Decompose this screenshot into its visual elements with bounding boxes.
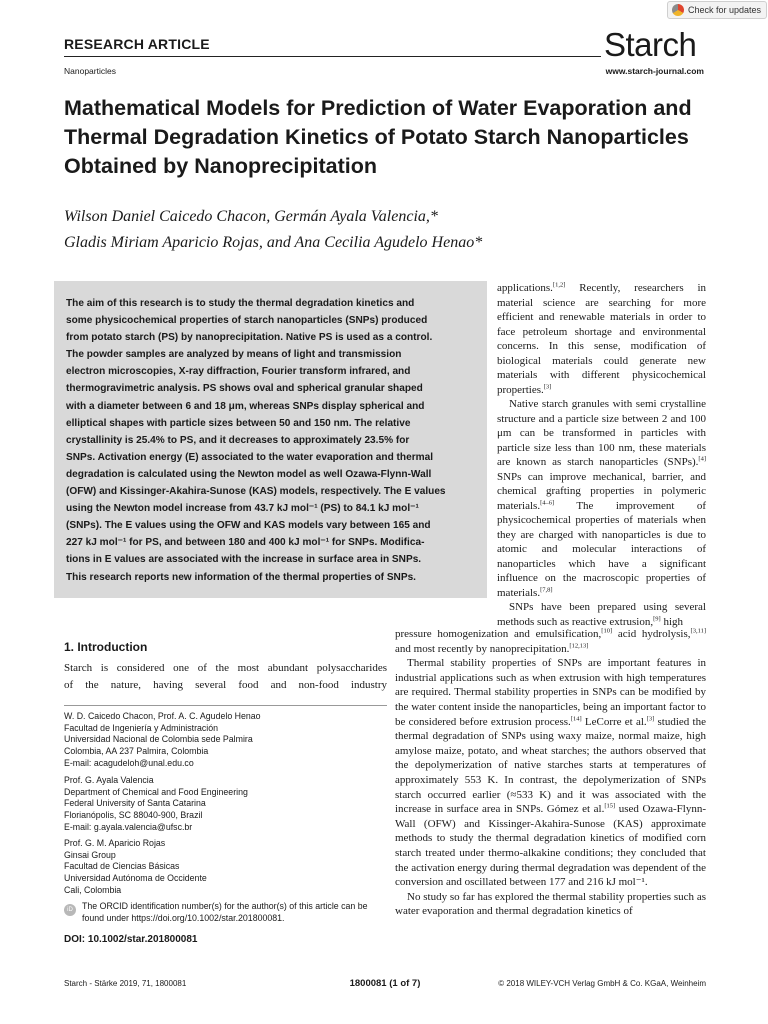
abstract-line: using the Newton model increase from 43.7 kJ mol⁻¹ (PS) to 84.1 kJ mol⁻¹ bbox=[66, 503, 419, 515]
intro-paragraph bbox=[64, 660, 387, 694]
article-title: Mathematical Models for Prediction of Water Evaporation and Thermal Degradation Kinetics of Potato Starch Nanoparticles Obtained by Nanoprecipitation bbox=[64, 96, 692, 178]
affiliation-line: Department of Chemical and Food Engineering bbox=[64, 786, 248, 797]
affiliation-divider bbox=[64, 705, 387, 706]
crossmark-icon bbox=[672, 4, 684, 16]
abstract-line: crystallinity is 25.4% to PS, and it decreases to approximately 23.5% for bbox=[66, 434, 410, 446]
journal-logo: Starch bbox=[604, 26, 697, 63]
affiliation-line: Federal University of Santa Catarina bbox=[64, 798, 206, 809]
affiliation-block bbox=[64, 775, 248, 834]
affiliation-line: Colombia, AA 237 Palmira, Colombia bbox=[64, 746, 209, 757]
abstract-line: The aim of this research is to study the thermal degradation kinetics and bbox=[66, 298, 415, 309]
paragraph: No study so far has explored the thermal stability properties such as water evaporation and thermal degradation kinetics of bbox=[395, 890, 706, 918]
affiliation-line: Prof. G. M. Aparicio Rojas bbox=[64, 838, 166, 848]
affiliation-line: W. D. Caicedo Chacon, Prof. A. C. Agudelo Henao bbox=[64, 711, 261, 721]
abstract-line: some physicochemical properties of starch nanoparticles (SNPs) produced bbox=[66, 315, 428, 327]
abstract-line: with a diameter between 6 and 18 μm, whereas SNPs display spherical and bbox=[66, 400, 425, 412]
abstract-line: thermogravimetric analysis. PS shows oval and spherical granular shaped bbox=[66, 383, 423, 395]
doi-label[interactable]: DOI: 10.1002/star.201800081 bbox=[64, 934, 198, 945]
affiliation-line: Prof. G. Ayala Valencia bbox=[64, 775, 154, 785]
affiliation-line: Universidad Autónoma de Occidente bbox=[64, 873, 207, 884]
affiliation-block bbox=[64, 838, 207, 897]
header-divider bbox=[64, 56, 601, 57]
affiliation-email[interactable]: E-mail: g.ayala.valencia@ufsc.br bbox=[64, 821, 193, 832]
intro-line: of the nature, having several food and non-food industry bbox=[64, 679, 387, 691]
abstract-line: tions in E values are associated with the increase in surface area in SNPs. bbox=[66, 554, 422, 566]
abstract-line: (OFW) and Kissinger-Akahira-Sunose (KAS) models, respectively. The E values bbox=[66, 486, 446, 498]
footer-page-number: 1800081 (1 of 7) bbox=[349, 978, 421, 989]
affiliation-line: Universidad Nacional de Colombia sede Palmira bbox=[64, 734, 253, 745]
paragraph: applications.[1,2] Recently, researchers in material science are searching for more efficient and renewable materials in order to face petroleum shortage and environmental concerns. In this sense, modification of biological materials could generate new materials with different physicochemical properties.[3] bbox=[497, 281, 706, 396]
footer-copyright: © 2018 WILEY-VCH Verlag GmbH & Co. KGaA, Weinheim bbox=[498, 979, 706, 988]
abstract-line: SNPs. Activation energy (E) associated to the water evaporation and thermal bbox=[66, 451, 434, 463]
right-column-text bbox=[497, 281, 706, 629]
affiliation-line: Facultad de Ciencias Básicas bbox=[64, 861, 180, 872]
affiliation-line: Ginsai Group bbox=[64, 849, 116, 860]
paragraph: pressure homogenization and emulsification,[10] acid hydrolysis,[3,11] and most recently by nanoprecipitation.[12,13] bbox=[395, 627, 706, 655]
abstract-line: The powder samples are analyzed by means of light and transmission bbox=[66, 349, 402, 361]
journal-url[interactable]: www.starch-journal.com bbox=[605, 66, 704, 76]
abstract-line: 227 kJ mol⁻¹ for PS, and between 180 and 400 kJ mol⁻¹ for SNPs. Modifica- bbox=[66, 537, 425, 549]
paragraph: Native starch granules with semi crystalline structure and a particle size between 2 and 100 μm can be transformed in particles with particle size less than 100 nm, these materials are known as starch nanoparticles (SNPs).[4] SNPs can improve mechanical, barrier, and chemical grafting properties in polymeric materials.[4–6] The improvement of physicochemical properties of materials when they are charged with nanoparticles is due to atomic and molecular interactions of nanoparticles which have a significant influence on the macroscopic properties of materials.[7,8] bbox=[497, 398, 706, 599]
orcid-icon: iD bbox=[64, 904, 76, 916]
section-heading-introduction: 1. Introduction bbox=[64, 640, 148, 654]
abstract-line: (SNPs). The E values using the OFW and KAS models vary between 165 and bbox=[66, 520, 431, 532]
orcid-note: The ORCID identification number(s) for the author(s) of this article can be found under https://doi.org/10.1002/star.201800081. bbox=[82, 901, 368, 923]
check-for-updates-label: Check for updates bbox=[688, 5, 762, 15]
abstract-line: This research reports new information of the thermal properties of SNPs. bbox=[66, 571, 416, 583]
affiliation-email[interactable]: E-mail: acagudeloh@unal.edu.co bbox=[64, 757, 194, 768]
affiliation-block bbox=[64, 711, 261, 770]
section-label: Nanoparticles bbox=[64, 66, 116, 76]
footer-citation: Starch - Stärke 2019, 71, 1800081 bbox=[64, 979, 187, 988]
abstract-line: electron microscopies, X-ray diffraction, Fourier transform infrared, and bbox=[66, 366, 411, 378]
affiliation-line: Facultad de Ingeniería y Administración bbox=[64, 722, 219, 733]
lower-right-column-text bbox=[395, 627, 706, 919]
paragraph: Thermal stability properties of SNPs are important features in industrial applications such as when extrusion with high temperatures are required. Thermal stability properties in SNPs can be modified by the water content inside the nanoparticles, being an important factor to be considered before extrusion process.[14] LeCorre et al.[3] studied the thermal degradation of SNPs using waxy maize, normal maize, high amylose maize, potato, and wheat starches; the authors observed that the depolymerization of native starches starts at temperatures of approximately 553 K. In contrast, the depolymerization of SNPs starch occurred earlier (≈533 K) and it was associated with the increase in surface area in SNPs. Gómez et al.[15] used Ozawa-Flynn-Wall (OFW) and Kissinger-Akahira-Sunose (KAS) approximate methods to study the thermal degradation kinetics of modified corn starch treated under thermo-alkakine conditions; they concluded that the activation energy during thermal degradation was dependent of the conversion and oscillated between 177 and 216 kJ mol⁻¹. bbox=[395, 657, 706, 889]
abstract-line: from potato starch (PS) by nanoprecipitation. Native PS is used as a control. bbox=[66, 332, 433, 344]
authors-line-1: Wilson Daniel Caicedo Chacon, Germán Ayala Valencia,* bbox=[64, 208, 438, 225]
check-for-updates-button[interactable] bbox=[667, 1, 767, 19]
abstract-line: elliptical shapes with particle sizes between 50 and 150 nm. The relative bbox=[66, 417, 411, 429]
affiliation-line: Cali, Colombia bbox=[64, 884, 122, 895]
article-type-label: RESEARCH ARTICLE bbox=[64, 36, 210, 52]
authors-line-2: Gladis Miriam Aparicio Rojas, and Ana Cecilia Agudelo Henao* bbox=[64, 234, 483, 251]
paragraph: SNPs have been prepared using several methods such as reactive extrusion,[9] high bbox=[497, 601, 706, 628]
abstract-box bbox=[54, 281, 487, 598]
intro-line: Starch is considered one of the most abundant polysaccharides bbox=[64, 662, 387, 674]
affiliation-line: Florianópolis, SC 88040-900, Brazil bbox=[64, 810, 203, 821]
abstract-line: degradation is calculated using the Newton model as well Ozawa-Flynn-Wall bbox=[66, 468, 432, 480]
